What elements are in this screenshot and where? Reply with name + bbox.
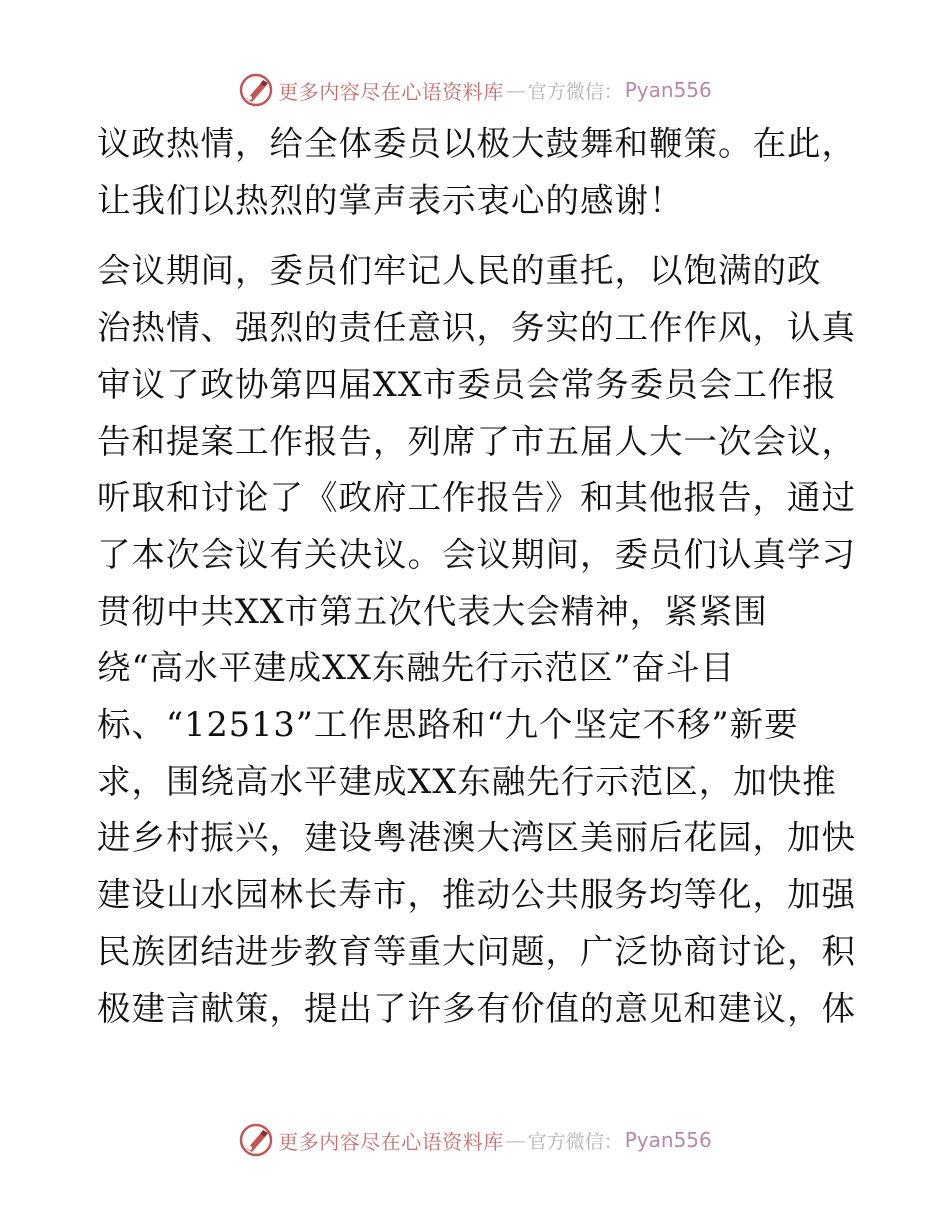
watermark-text: 更多内容尽在心语资料库 (278, 1129, 504, 1154)
text-line: 审议了政协第四届XX市委员会常务委员会工作报 (97, 364, 837, 404)
watermark-label: 官方微信： (527, 1130, 623, 1153)
text-line: 治热情、强烈的责任意识，务实的工作作风，认真 (97, 308, 856, 348)
watermark-text: 更多内容尽在心语资料库 (278, 79, 504, 104)
header-watermark (0, 70, 950, 110)
text-line: 绕“高水平建成XX东融先行示范区”奋斗目 (97, 648, 735, 688)
text-line: 了本次会议有关决议。会议期间，委员们认真学习 (97, 534, 856, 574)
text-line: 议政热情，给全体委员以极大鼓舞和鞭策。在此， (97, 124, 856, 163)
text-line: 告和提案工作报告，列席了市五届人大一次会议， (97, 421, 856, 461)
text-line: 让我们以热烈的掌声表示衷心的感谢！ (97, 180, 684, 220)
pen-logo-icon (238, 1122, 274, 1158)
pen-logo-icon (238, 72, 274, 108)
footer-watermark (0, 1120, 950, 1160)
text-line: 建设山水园林长寿市，推动公共服务均等化，加强 (97, 875, 856, 915)
text-line: 会议期间，委员们牢记人民的重托，以饱满的政 (97, 251, 822, 291)
watermark-wechat-id: Pyan556 (624, 1128, 712, 1152)
watermark-dash: — (505, 1128, 526, 1152)
watermark-wechat-id: Pyan556 (624, 78, 712, 102)
text-line: 标、“12513”工作思路和“九个坚定不移”新要 (97, 705, 799, 745)
text-line: 听取和讨论了《政府工作报告》和其他报告，通过 (97, 478, 856, 518)
text-line: 极建言献策，提出了许多有价值的意见和建议，体 (97, 988, 856, 1028)
text-line: 进乡村振兴，建设粤港澳大湾区美丽后花园，加快 (97, 818, 856, 858)
text-line: 民族团结进步教育等重大问题，广泛协商讨论，积 (97, 931, 856, 971)
watermark-label: 官方微信： (527, 80, 623, 103)
document-body (97, 116, 857, 1037)
text-line: 求，围绕高水平建成XX东融先行示范区，加快推 (97, 761, 837, 801)
text-line: 贯彻中共XX市第五次代表大会精神，紧紧围 (97, 591, 768, 631)
watermark-dash: — (505, 78, 526, 102)
